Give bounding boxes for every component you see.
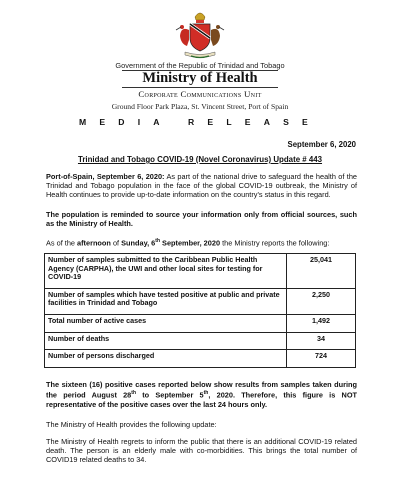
release-title: Trinidad and Tobago COVID-19 (Novel Coronavirus) Update # 443	[77, 155, 323, 164]
sixteen-text-2: to September 5	[136, 390, 204, 400]
sixteen-sup-1: th	[131, 390, 137, 397]
release-date: September 6, 2020	[287, 140, 356, 149]
intro-lead: Port-of-Spain, September 6, 2020:	[46, 172, 165, 181]
sixteen-text-3: , 2020. Therefore, this figure is NOT representative of the positive cases over the last 24 hours only.	[46, 390, 358, 409]
table-row	[45, 314, 356, 332]
as-of-bold-1: afternoon	[77, 238, 111, 248]
sixteen-text-1: The sixteen (16) positive cases reported below show results from samples taken during the period August 28	[46, 380, 357, 400]
as-of-text-1: As of the	[46, 238, 78, 248]
address: Ground Floor Park Plaza, St. Vincent Street, Port of Spain	[111, 102, 289, 111]
header-divider-bottom	[122, 87, 278, 88]
ministry-title: Ministry of Health	[142, 70, 258, 86]
unit-name: Corporate Communications Unit	[138, 89, 262, 99]
table-row	[45, 332, 356, 350]
statistics-table	[44, 253, 356, 368]
government-line: Government of the Republic of Trinidad and Tobago	[115, 61, 285, 70]
stat-label: Number of persons discharged	[45, 350, 287, 368]
sixteen-cases-paragraph	[46, 380, 357, 409]
as-of-sup: th	[155, 238, 161, 244]
stat-value: 34	[287, 332, 356, 350]
provides-update-line: The Ministry of Health provides the following update:	[46, 420, 217, 429]
stat-value: 724	[287, 350, 356, 368]
stat-value: 2,250	[287, 288, 356, 314]
stat-label: Total number of active cases	[45, 314, 287, 332]
stat-label: Number of samples which have tested positive at public and private facilities in Trinidad and Tobago	[45, 288, 287, 314]
sixteen-sup-2: th	[203, 390, 209, 397]
stat-label: Number of deaths	[45, 332, 287, 350]
stat-label: Number of samples submitted to the Caribbean Public Health Agency (CARPHA), the UWI and other local sites for testing for COVID-19	[45, 254, 287, 289]
stat-value: 25,041	[287, 254, 356, 289]
coat-of-arms-icon	[175, 8, 225, 62]
as-of-text-2: of	[110, 238, 122, 248]
table-row	[45, 254, 356, 289]
intro-text: As part of the national drive to safeguard the health of the Trinidad and Tobago population in the face of the global COVID-19 outbreak, the Ministry of Health continues to provide up-to-date information on the country's status in this regard.	[46, 172, 357, 200]
public-notice: The population is reminded to source your information only from official sources, such as the Ministry of Health.	[46, 210, 357, 229]
as-of-bold-3: September, 2020	[160, 238, 221, 248]
death-notice-paragraph: The Ministry of Health regrets to inform the public that there is an additional COVID-19 related death. The person is an elderly male with co-morbidities. This brings the total number of COVID19 related deaths to 34.	[46, 437, 357, 465]
table-row	[45, 288, 356, 314]
media-release-heading: MEDIA RELEASE	[79, 117, 321, 127]
as-of-text-3: the Ministry reports the following:	[220, 238, 330, 248]
table-row	[45, 350, 356, 368]
stat-value: 1,492	[287, 314, 356, 332]
intro-paragraph	[46, 172, 357, 199]
as-of-bold-2: Sunday, 6	[121, 238, 156, 248]
as-of-paragraph	[46, 237, 357, 248]
